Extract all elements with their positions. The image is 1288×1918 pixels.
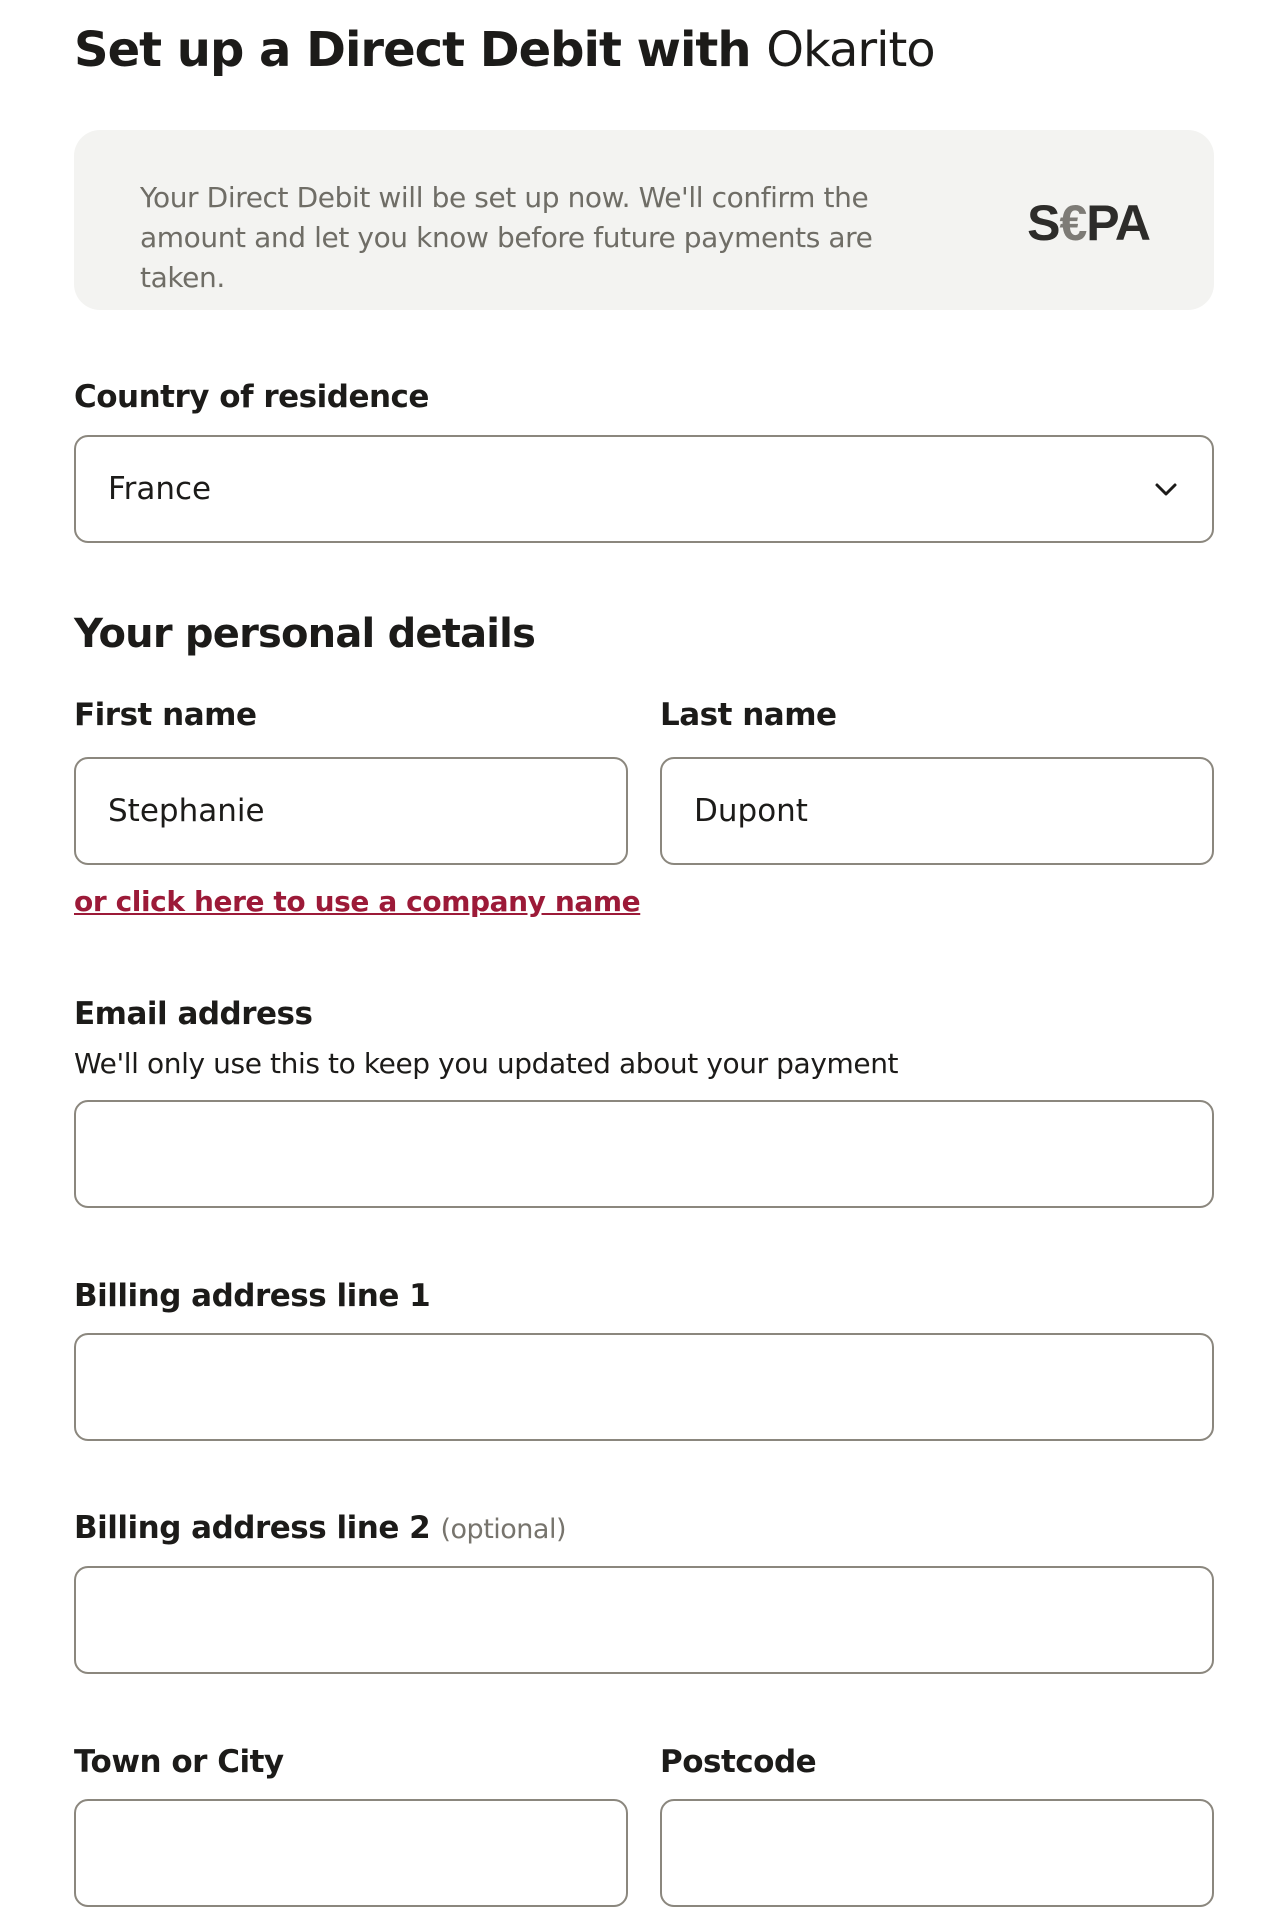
country-select-value: France [108, 471, 212, 507]
address-line-2-label-text: Billing address line 2 [74, 1510, 431, 1546]
optional-tag: (optional) [440, 1514, 566, 1545]
merchant-name: Okarito [766, 22, 935, 78]
first-name-input[interactable] [74, 757, 628, 865]
info-box [74, 130, 1214, 310]
last-name-input[interactable] [660, 757, 1214, 865]
email-input[interactable] [74, 1100, 1214, 1208]
personal-details-heading: Your personal details [74, 611, 536, 657]
sepa-logo-s: S [1027, 195, 1060, 251]
address-line-1-label: Billing address line 1 [74, 1278, 431, 1314]
postcode-input[interactable] [660, 1799, 1214, 1907]
address-line-1-input[interactable] [74, 1333, 1214, 1441]
city-input[interactable] [74, 1799, 628, 1907]
page-title [74, 18, 935, 82]
company-name-link[interactable]: or click here to use a company name [74, 885, 641, 918]
info-text: Your Direct Debit will be set up now. We'll confirm the amount and let you know before future payments are taken. [140, 181, 873, 294]
postcode-label: Postcode [660, 1744, 817, 1780]
sepa-logo [1027, 195, 1150, 251]
address-line-2-input[interactable] [74, 1566, 1214, 1674]
country-label: Country of residence [74, 379, 429, 415]
sepa-logo-euro: € [1059, 195, 1087, 251]
sepa-logo-pa: PA [1086, 195, 1150, 251]
first-name-label: First name [74, 697, 257, 733]
page-title-prefix: Set up a Direct Debit with [74, 22, 751, 78]
chevron-down-icon [1152, 475, 1180, 503]
email-label: Email address [74, 996, 313, 1032]
country-select[interactable] [74, 435, 1214, 543]
address-line-2-label [74, 1508, 566, 1550]
last-name-label: Last name [660, 697, 837, 733]
city-label: Town or City [74, 1744, 284, 1780]
email-hint: We'll only use this to keep you updated about your payment [74, 1047, 899, 1080]
